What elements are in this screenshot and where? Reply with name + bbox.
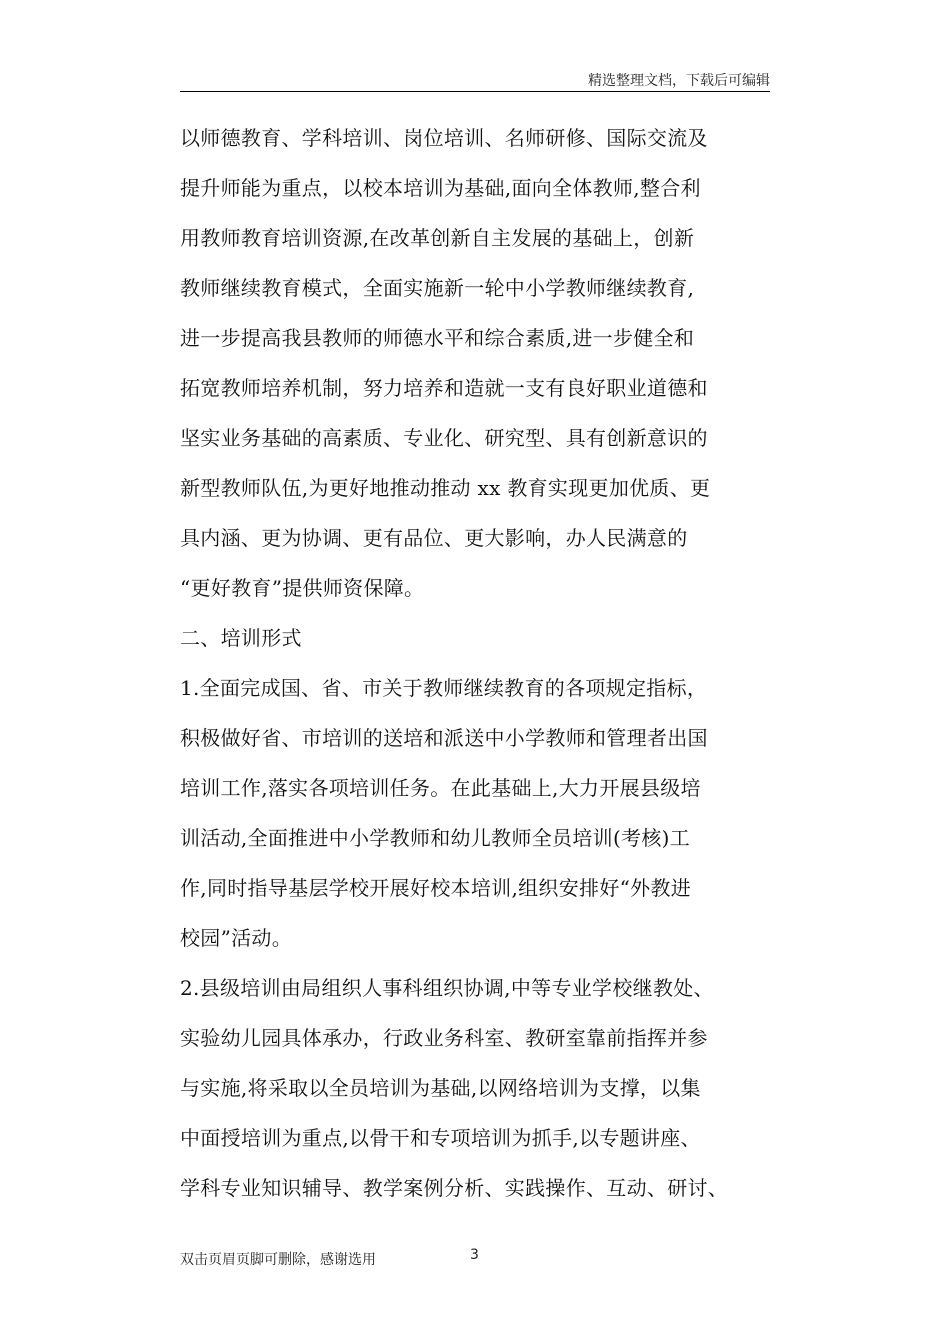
paragraph-line: 具内涵、更为协调、更有品位、更大影响，办人民满意的 xyxy=(180,526,688,550)
paragraph-line: 积极做好省、市培训的送培和派送中小学教师和管理者出国 xyxy=(180,726,708,750)
paragraph-line: 培训工作,落实各项培训任务。在此基础上,大力开展县级培 xyxy=(180,776,701,800)
paragraph-line: 提升师能为重点，以校本培训为基础,面向全体教师,整合利 xyxy=(180,176,701,200)
paragraph-line: 与实施,将采取以全员培训为基础,以网络培训为支撑，以集 xyxy=(180,1076,701,1100)
paragraph-line: 新型教师队伍,为更好地推动推动 xx 教育实现更加优质、更 xyxy=(180,476,711,500)
paragraph-line: 坚实业务基础的高素质、专业化、研究型、具有创新意识的 xyxy=(180,426,708,450)
paragraph-line: 以师德教育、学科培训、岗位培训、名师研修、国际交流及 xyxy=(180,126,708,150)
page-header-text[interactable]: 精选整理文档，下载后可编辑 xyxy=(588,73,770,89)
paragraph-line: 中面授培训为重点,以骨干和专项培训为抓手,以专题讲座、 xyxy=(180,1126,701,1150)
paragraph-line: 学科专业知识辅导、教学案例分析、实践操作、互动、研讨、 xyxy=(180,1176,729,1200)
paragraph-line: “更好教育”提供师资保障。 xyxy=(180,576,425,600)
header-rule xyxy=(180,91,770,92)
paragraph-line: 作,同时指导基层学校开展好校本培训,组织安排好“外教进 xyxy=(180,876,692,900)
paragraph-line: 用教师教育培训资源,在改革创新自主发展的基础上，创新 xyxy=(180,226,695,250)
page-footer-text[interactable]: 双击页眉页脚可删除，感谢选用 xyxy=(180,1252,376,1268)
paragraph-line: 训活动,全面推进中小学教师和幼儿教师全员培训(考核)工 xyxy=(180,826,691,850)
paragraph-line: 拓宽教师培养机制，努力培养和造就一支有良好职业道德和 xyxy=(180,376,708,400)
paragraph-line: 校园”活动。 xyxy=(180,926,293,950)
paragraph-line: 1.全面完成国、省、市关于教师继续教育的各项规定指标， xyxy=(180,676,708,700)
paragraph-line: 教师继续教育模式，全面实施新一轮中小学教师继续教育, xyxy=(180,276,695,300)
paragraph-line: 2.县级培训由局组织人事科组织协调,中等专业学校继教处、 xyxy=(180,976,714,1000)
page-number: 3 xyxy=(470,1247,479,1263)
paragraph-line: 进一步提高我县教师的师德水平和综合素质,进一步健全和 xyxy=(180,326,695,350)
section-heading: 二、培训形式 xyxy=(180,626,302,650)
paragraph-line: 实验幼儿园具体承办，行政业务科室、教研室靠前指挥并参 xyxy=(180,1026,708,1050)
